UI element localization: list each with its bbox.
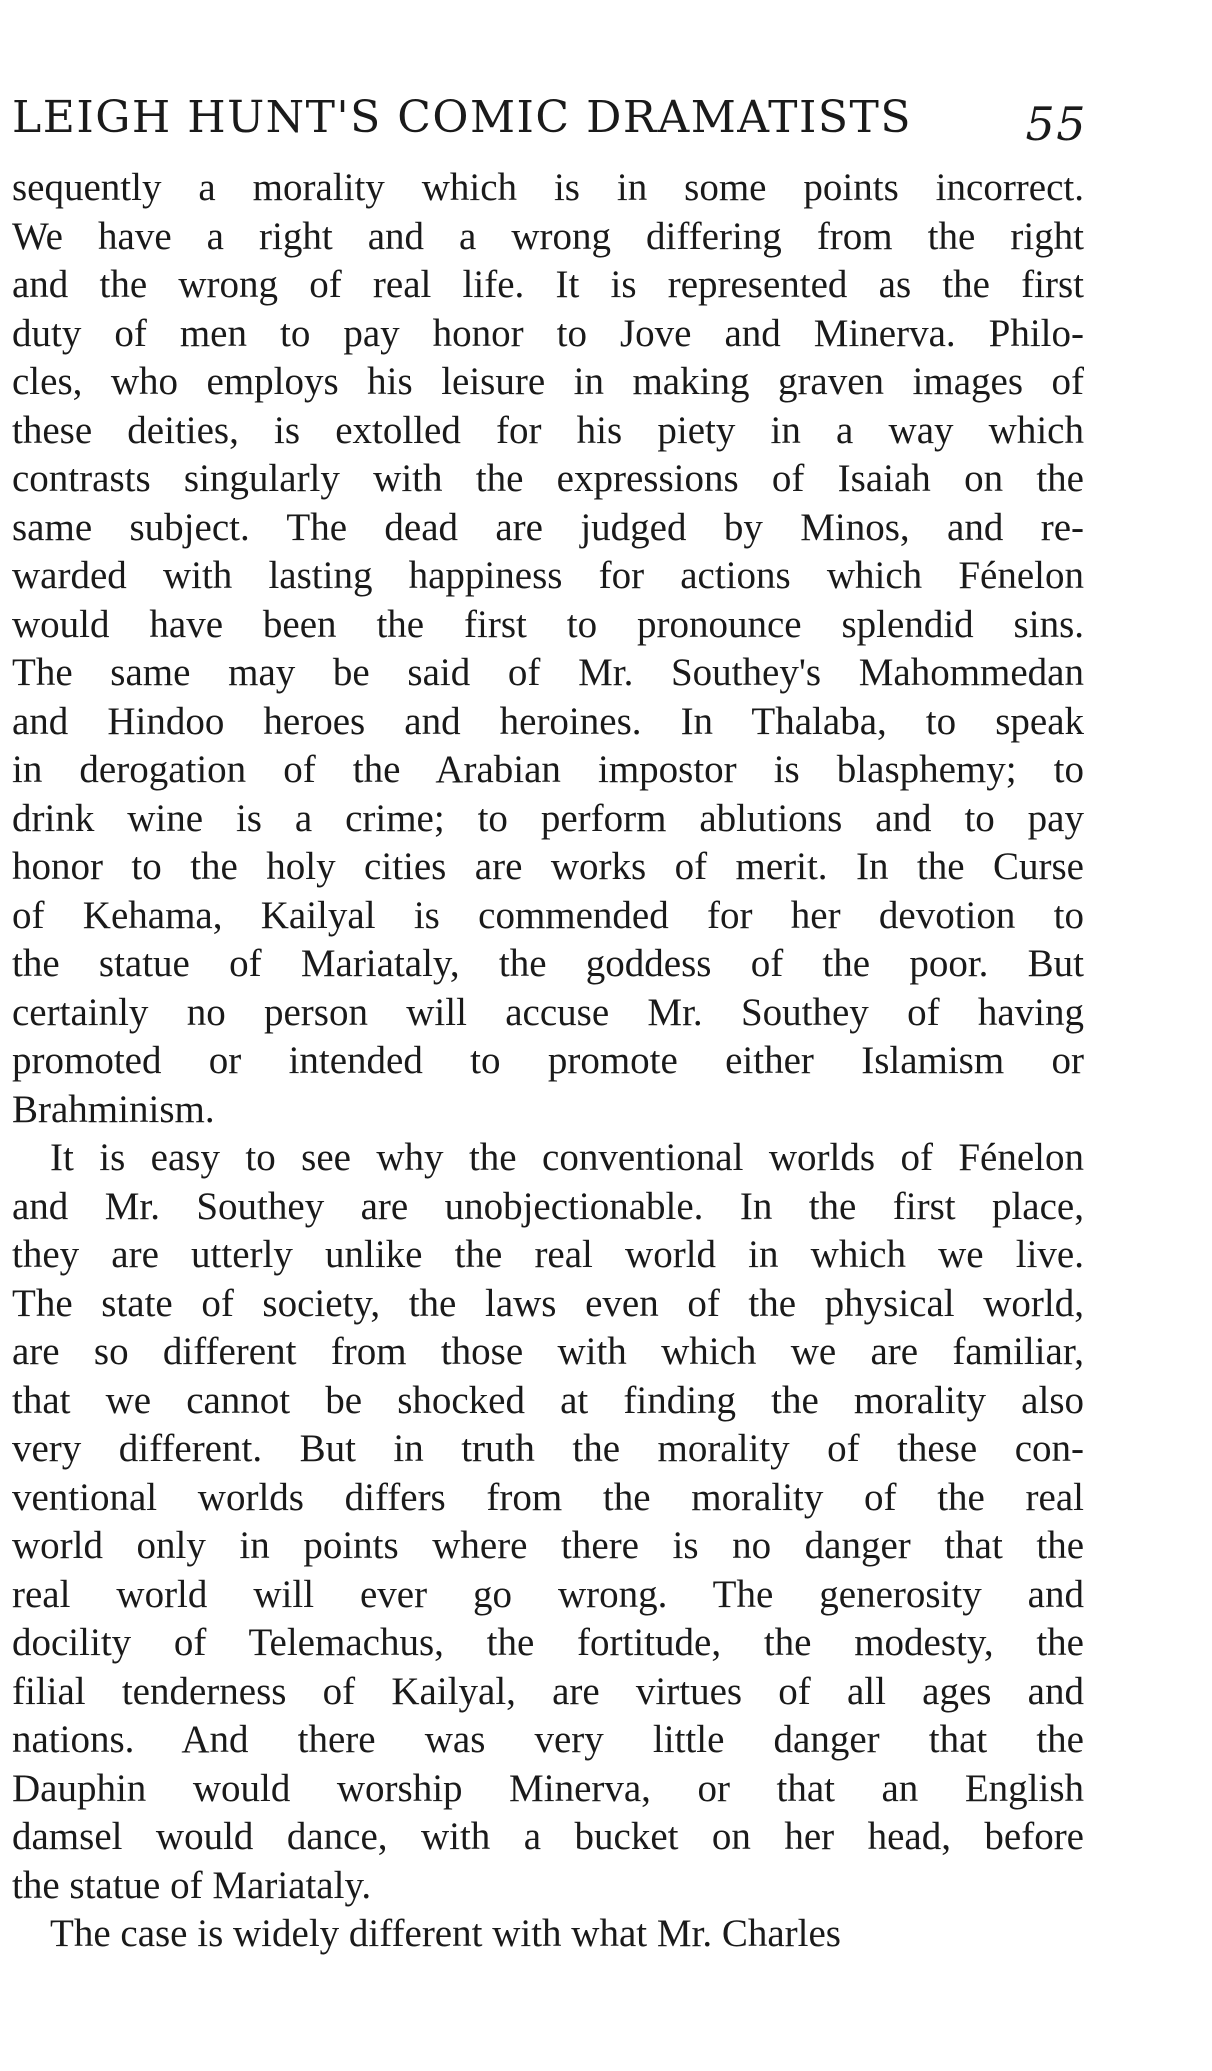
text-line: the statue of Mariataly, the goddess of the poor. But — [12, 942, 1084, 985]
text-line: and Hindoo heroes and heroines. In Thalaba, to speak — [12, 699, 1084, 743]
text-line: It is easy to see why the conventional worlds of Fénelon — [50, 1136, 1084, 1179]
paragraph-2 — [12, 1134, 1084, 1910]
text-line: drink wine is a crime; to perform ablutions and to pay — [12, 796, 1084, 840]
text-line: warded with lasting happiness for actions which Fénelon — [12, 554, 1084, 597]
text-line: promoted or intended to promote either Islamism or — [12, 1039, 1084, 1082]
body-text — [12, 164, 1084, 1959]
text-line: cles, who employs his leisure in making graven images of — [12, 360, 1084, 403]
text-line: Brahminism. — [12, 1087, 215, 1131]
text-line: docility of Telemachus, the fortitude, the modesty, the — [12, 1621, 1084, 1664]
text-line: Dauphin would worship Minerva, or that an English — [12, 1766, 1084, 1810]
page-number: 55 — [1025, 97, 1087, 151]
text-line: very different. But in truth the morality of these con- — [12, 1427, 1084, 1470]
text-line: world only in points where there is no danger that the — [12, 1524, 1084, 1567]
paragraph-1 — [12, 164, 1084, 1134]
text-line: contrasts singularly with the expressions of Isaiah on the — [12, 457, 1084, 500]
text-line: damsel would dance, with a bucket on her head, before — [12, 1815, 1084, 1858]
running-header-title: LEIGH HUNT'S COMIC DRAMATISTS — [12, 92, 913, 143]
text-line: honor to the holy cities are works of merit. In the Curse — [12, 845, 1084, 888]
text-line: that we cannot be shocked at finding the morality also — [12, 1378, 1084, 1422]
text-line: would have been the first to pronounce splendid sins. — [12, 602, 1084, 646]
text-line: in derogation of the Arabian impostor is blasphemy; to — [12, 748, 1084, 791]
text-line: these deities, is extolled for his piety in a way which — [12, 408, 1084, 452]
text-line: The case is widely different with what Mr. Charles — [50, 1912, 841, 1955]
text-line: The state of society, the laws even of the physical world, — [12, 1281, 1084, 1325]
text-line: are so different from those with which we are familiar, — [12, 1330, 1084, 1373]
text-line: sequently a morality which is in some points incorrect. — [12, 166, 1084, 209]
text-line: nations. And there was very little danger that the — [12, 1718, 1084, 1761]
text-line: of Kehama, Kailyal is commended for her devotion to — [12, 893, 1084, 937]
text-line: certainly no person will accuse Mr. Southey of having — [12, 990, 1084, 1034]
text-line: the statue of Mariataly. — [12, 1863, 372, 1907]
text-line: filial tenderness of Kailyal, are virtues of all ages and — [12, 1669, 1084, 1713]
text-line: they are utterly unlike the real world in which we live. — [12, 1233, 1084, 1276]
text-line: same subject. The dead are judged by Minos, and re- — [12, 505, 1084, 549]
text-line: and Mr. Southey are unobjectionable. In the first place, — [12, 1184, 1084, 1228]
text-line: ventional worlds differs from the morality of the real — [12, 1475, 1084, 1519]
text-line: and the wrong of real life. It is represented as the first — [12, 263, 1084, 306]
running-header — [12, 88, 1087, 151]
text-line: real world will ever go wrong. The generosity and — [12, 1572, 1084, 1616]
paragraph-3 — [12, 1910, 1084, 1959]
text-line: duty of men to pay honor to Jove and Minerva. Philo- — [12, 311, 1084, 355]
text-line: We have a right and a wrong differing from the right — [12, 214, 1084, 258]
text-line: The same may be said of Mr. Southey's Mahommedan — [12, 651, 1084, 694]
